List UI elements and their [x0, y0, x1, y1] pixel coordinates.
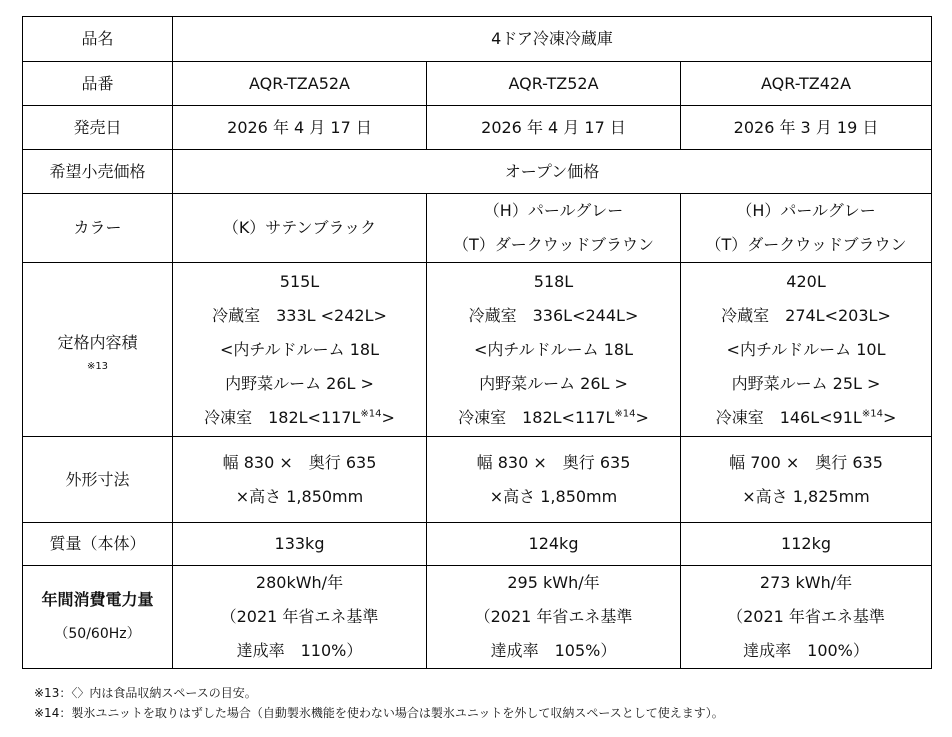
energy-label: 年間消費電力量 — [41, 590, 154, 609]
capacity-vegetable: 内野菜ルーム 26L > — [225, 373, 374, 393]
value-dimensions-3 — [681, 437, 932, 523]
row-product-name — [23, 17, 932, 62]
value-product-name: 4ドア冷凍冷蔵庫 — [173, 17, 932, 62]
label-weight: 質量（本体） — [23, 523, 173, 566]
freezer-end: > — [381, 407, 395, 427]
dimension-line: ×高さ 1,850mm — [235, 486, 364, 506]
capacity-total: 420L — [786, 271, 826, 291]
value-model-2: AQR-TZ52A — [427, 62, 681, 106]
label-capacity — [23, 263, 173, 437]
capacity-fridge: 冷蔵室 274L<203L> — [721, 305, 891, 325]
value-dimensions-1 — [173, 437, 427, 523]
freezer-text: 冷凍室 182L<117L — [204, 407, 361, 427]
color-option: （H）パールグレー — [483, 201, 624, 220]
freezer-note-ref: ※14 — [360, 408, 382, 420]
dimension-line: 幅 830 × 奥行 635 — [476, 452, 631, 472]
capacity-fridge: 冷蔵室 336L<244L> — [468, 305, 639, 325]
value-model-1: AQR-TZA52A — [173, 62, 427, 106]
value-release-date-3: 2026 年 3 月 19 日 — [681, 106, 932, 150]
row-color — [23, 194, 932, 263]
freezer-text: 冷凍室 182L<117L — [458, 407, 615, 427]
capacity-vegetable: 内野菜ルーム 26L > — [479, 373, 628, 393]
value-energy-1 — [173, 566, 427, 669]
row-dimensions — [23, 437, 932, 523]
value-release-date-2: 2026 年 4 月 17 日 — [427, 106, 681, 150]
label-model: 品番 — [23, 62, 173, 106]
capacity-freezer — [427, 401, 680, 435]
capacity-fridge: 冷蔵室 333L <242L> — [212, 305, 387, 325]
capacity-label: 定格内容積 — [57, 332, 138, 352]
capacity-freezer — [173, 401, 426, 435]
capacity-chilled: <内チルドルーム 18L — [474, 339, 633, 359]
energy-line: 達成率 105%） — [490, 641, 617, 660]
dimension-line: 幅 700 × 奥行 635 — [729, 452, 883, 472]
value-capacity-3 — [681, 263, 932, 437]
spec-table — [22, 16, 932, 669]
color-option: （K）サテンブラック — [222, 218, 377, 237]
row-model — [23, 62, 932, 106]
value-release-date-1: 2026 年 4 月 17 日 — [173, 106, 427, 150]
energy-line: 280kWh/年 — [255, 573, 344, 592]
dimension-line: ×高さ 1,825mm — [742, 486, 870, 506]
energy-line: 273 kWh/年 — [759, 573, 853, 592]
value-weight-1: 133kg — [173, 523, 427, 566]
energy-line: （2021 年省エネ基準 — [727, 607, 885, 626]
value-weight-3: 112kg — [681, 523, 932, 566]
row-price — [23, 150, 932, 194]
value-color-2 — [427, 194, 681, 263]
capacity-chilled: <内チルドルーム 18L — [220, 339, 379, 359]
label-color: カラー — [23, 194, 173, 263]
freezer-text: 冷凍室 146L<91L — [715, 407, 862, 427]
color-option: （T）ダークウッドブラウン — [453, 235, 654, 254]
dimension-line: ×高さ 1,850mm — [489, 486, 618, 506]
label-energy — [23, 566, 173, 669]
dimension-line: 幅 830 × 奥行 635 — [222, 452, 377, 472]
footnotes — [34, 683, 724, 723]
value-color-3 — [681, 194, 932, 263]
value-color-1 — [173, 194, 427, 263]
row-weight — [23, 523, 932, 566]
capacity-note-ref: ※13 — [86, 360, 109, 372]
label-product-name: 品名 — [23, 17, 173, 62]
capacity-vegetable: 内野菜ルーム 25L > — [731, 373, 881, 393]
footnote-14: ※14：製氷ユニットを取りはずした場合（自動製氷機能を使わない場合は製氷ユニットを外して収納スペースとして使えます）。 — [34, 706, 724, 720]
energy-line: 達成率 100%） — [743, 641, 869, 660]
freezer-note-ref: ※14 — [861, 408, 883, 420]
capacity-freezer — [681, 401, 931, 435]
freezer-end: > — [635, 407, 649, 427]
color-option: （H）パールグレー — [736, 201, 876, 220]
label-price: 希望小売価格 — [23, 150, 173, 194]
value-price: オープン価格 — [173, 150, 932, 194]
color-option: （T）ダークウッドブラウン — [705, 235, 907, 254]
energy-sublabel: （50/60Hz） — [54, 626, 141, 642]
energy-line: （2021 年省エネ基準 — [474, 607, 633, 626]
freezer-note-ref: ※14 — [614, 408, 636, 420]
row-energy — [23, 566, 932, 669]
capacity-total: 515L — [279, 271, 320, 291]
value-energy-2 — [427, 566, 681, 669]
capacity-chilled: <内チルドルーム 10L — [726, 339, 886, 359]
value-dimensions-2 — [427, 437, 681, 523]
freezer-end: > — [882, 407, 897, 427]
value-capacity-2 — [427, 263, 681, 437]
energy-line: （2021 年省エネ基準 — [220, 607, 379, 626]
footnote-13: ※13：〈〉内は食品収納スペースの目安。 — [34, 686, 257, 700]
row-release-date — [23, 106, 932, 150]
energy-line: 295 kWh/年 — [507, 573, 600, 592]
label-release-date: 発売日 — [23, 106, 173, 150]
value-capacity-1 — [173, 263, 427, 437]
label-dimensions: 外形寸法 — [23, 437, 173, 523]
value-weight-2: 124kg — [427, 523, 681, 566]
energy-line: 達成率 110%） — [236, 641, 363, 660]
capacity-total: 518L — [533, 271, 574, 291]
value-model-3: AQR-TZ42A — [681, 62, 932, 106]
row-capacity — [23, 263, 932, 437]
value-energy-3 — [681, 566, 932, 669]
